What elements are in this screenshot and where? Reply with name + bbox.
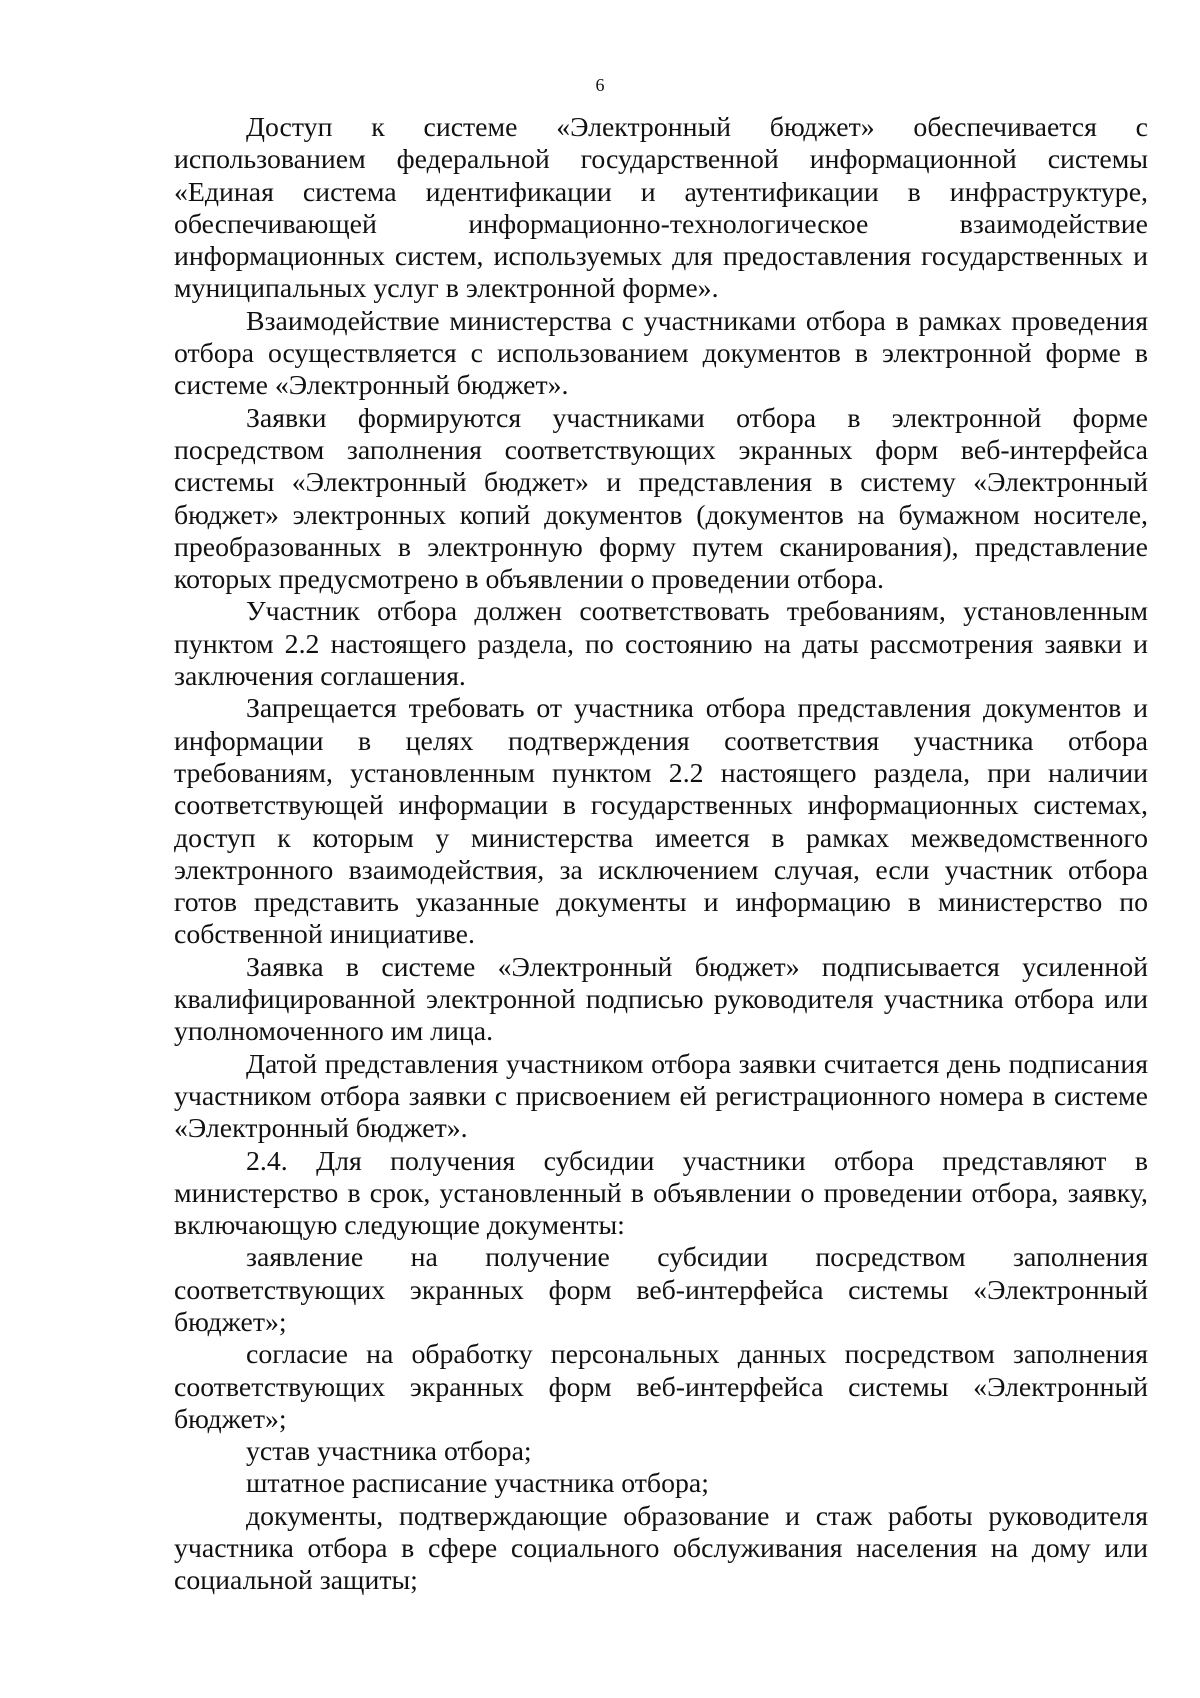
paragraph-participant-requirements: Участник отбора должен соответствовать требованиям, установленным пунктом 2.2 настоящего раздела, по состоянию на даты рассмотрения заявки и заключения соглашения. bbox=[174, 596, 1148, 693]
paragraph-esia-access: Доступ к системе «Электронный бюджет» обеспечивается с использованием федеральной государственной информационной системы «Единая система идентификации и аутентификации в инфраструктуре, обеспечивающей информационно-технологическое взаимодействие информационных систем, используемых для предоставления государственных и муниципальных услуг в электронной форме». bbox=[174, 112, 1148, 305]
list-item-head-qualification-documents: документы, подтверждающие образование и стаж работы руководителя участника отбора в сфере социального обслуживания населения на дому или социальной защиты; bbox=[174, 1500, 1148, 1597]
document-body bbox=[174, 112, 1148, 1598]
paragraph-signature: Заявка в системе «Электронный бюджет» подписывается усиленной квалифицированной электронной подписью руководителя участника отбора или уполномоченного им лица. bbox=[174, 951, 1148, 1048]
page-number: 6 bbox=[595, 75, 605, 95]
paragraph-ministry-interaction: Взаимодействие министерства с участниками отбора в рамках проведения отбора осуществляется с использованием документов в электронной форме в системе «Электронный бюджет». bbox=[174, 305, 1148, 402]
list-item-charter: устав участника отбора; bbox=[246, 1436, 532, 1468]
list-item-personal-data-consent: согласие на обработку персональных данных посредством заполнения соответствующих экранных форм веб-интерфейса системы «Электронный бюджет»; bbox=[174, 1339, 1148, 1435]
list-item-staff-schedule: штатное расписание участника отбора; bbox=[246, 1468, 709, 1500]
list-item-subsidy-statement: заявление на получение субсидии посредством заполнения соответствующих экранных форм веб-интерфейса системы «Электронный бюджет»; bbox=[174, 1242, 1148, 1338]
paragraph-application-forming: Заявки формируются участниками отбора в электронной форме посредством заполнения соответствующих экранных форм веб-интерфейса системы «Электронный бюджет» и представления в систему «Электронный бюджет» электронных копий документов (документов на бумажном носителе, преобразованных в электронную форму путем сканирования), представление которых предусмотрено в объявлении о проведении отбора. bbox=[174, 402, 1148, 596]
paragraph-section-2-4: 2.4. Для получения субсидии участники отбора представляют в министерство в срок, установленный в объявлении о проведении отбора, заявку, включающую следующие документы: bbox=[174, 1145, 1148, 1242]
paragraph-submission-date: Датой представления участником отбора заявки считается день подписания участником отбора заявки с присвоением ей регистрационного номера в системе «Электронный бюджет». bbox=[174, 1048, 1148, 1145]
paragraph-prohibition: Запрещается требовать от участника отбора представления документов и информации в целях подтверждения соответствия участника отбора требованиям, установленным пунктом 2.2 настоящего раздела, при наличии соответствующей информации в государственных информационных системах, доступ к которым у министерства имеется в рамках межведомственного электронного взаимодействия, за исключением случая, если участник отбора готов представить указанные документы и информацию в министерство по собственной инициативе. bbox=[174, 693, 1148, 951]
